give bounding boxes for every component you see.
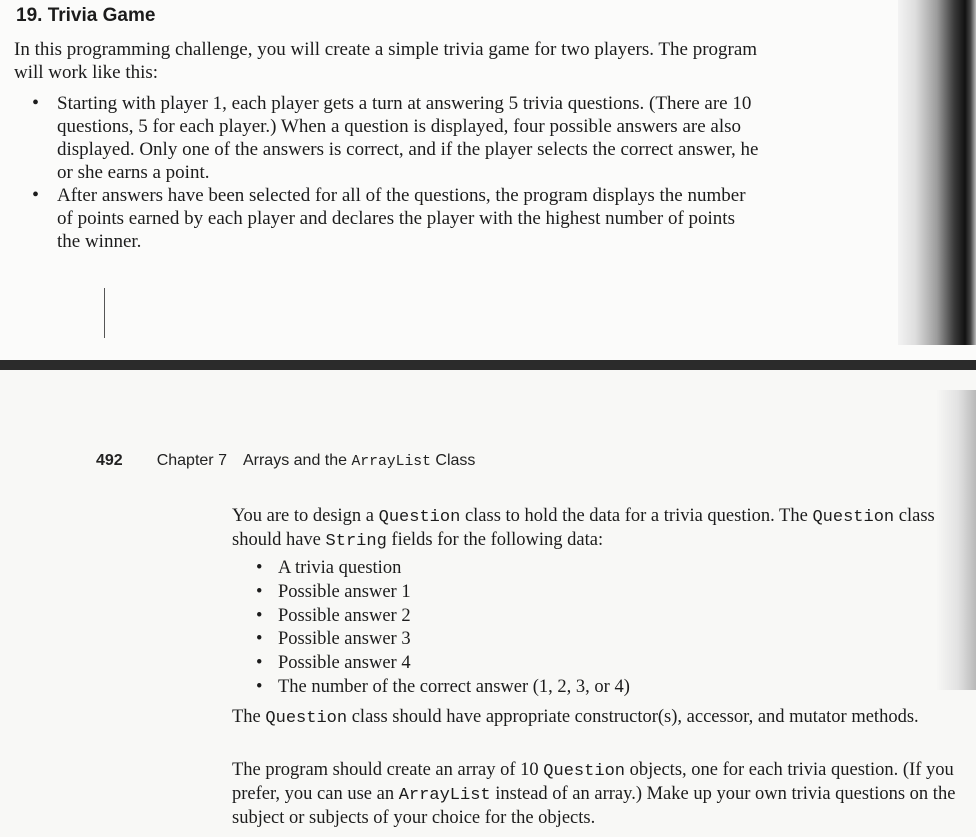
- code-run: String: [325, 532, 387, 551]
- text-run: You are to design a: [232, 506, 379, 526]
- rule-item: • After answers have been selected for all of the questions, the program displays the number of points earned by each player and declares the player with the highest number of points the winner.: [30, 184, 760, 253]
- code-run: Question: [543, 762, 625, 781]
- chapter-title-text: Class: [430, 452, 476, 469]
- top-page-scan: [0, 0, 976, 360]
- text-run: instead of an array.) Make up your own trivia questions on the subject or subjects of your choice for the objects.: [232, 784, 956, 828]
- text-run: fields for the following data:: [386, 530, 604, 550]
- design-paragraph: [232, 505, 976, 553]
- code-run: Question: [812, 508, 895, 527]
- code-run: Question: [265, 709, 348, 728]
- field-item: • A trivia question: [255, 557, 855, 581]
- field-item: • The number of the correct answer (1, 2, 3, or 4): [255, 676, 855, 700]
- intro-paragraph: In this programming challenge, you will create a simple trivia game for two players. The program will work like this:: [14, 39, 758, 83]
- field-item: • Possible answer 2: [255, 605, 855, 629]
- running-head: [96, 452, 475, 470]
- code-run: ArrayList: [398, 786, 491, 805]
- book-spine-shadow: [898, 0, 976, 345]
- text-run: The program should create an array of 10: [232, 760, 544, 780]
- text-run: objects, one for each trivia question. (If you prefer, you can use an: [232, 760, 954, 804]
- game-rules-list: [30, 92, 760, 253]
- field-item: • Possible answer 4: [255, 652, 855, 676]
- text-run: class should have appropriate constructor(s), accessor, and mutator methods.: [347, 707, 919, 727]
- page-number: 492: [96, 452, 123, 469]
- text-run: class to hold the data for a trivia question. The: [460, 506, 813, 526]
- question-fields-list: [255, 557, 855, 700]
- rule-item: • Starting with player 1, each player gets a turn at answering 5 trivia questions. (There are 10 questions, 5 for each player.) When a question is displayed, four possible answers are also displayed. Only one of the answers is correct, and if the player selects the correct answer, he or she earns a point.: [30, 92, 760, 184]
- array-paragraph: [232, 759, 976, 830]
- pencil-mark: [104, 288, 105, 338]
- chapter-label: Chapter 7: [156, 452, 227, 469]
- chapter-title-code: ArrayList: [351, 454, 431, 470]
- text-run: class should have: [232, 506, 935, 550]
- exercise-heading: 19. Trivia Game: [16, 5, 156, 26]
- field-item: • Possible answer 3: [255, 628, 855, 652]
- text-run: The: [232, 707, 266, 727]
- code-run: Question: [378, 508, 461, 527]
- page-divider: [0, 360, 976, 370]
- methods-paragraph: [232, 705, 976, 731]
- chapter-title-text: Arrays and the: [242, 452, 352, 469]
- chapter-title: [243, 452, 475, 469]
- field-item: • Possible answer 1: [255, 581, 855, 605]
